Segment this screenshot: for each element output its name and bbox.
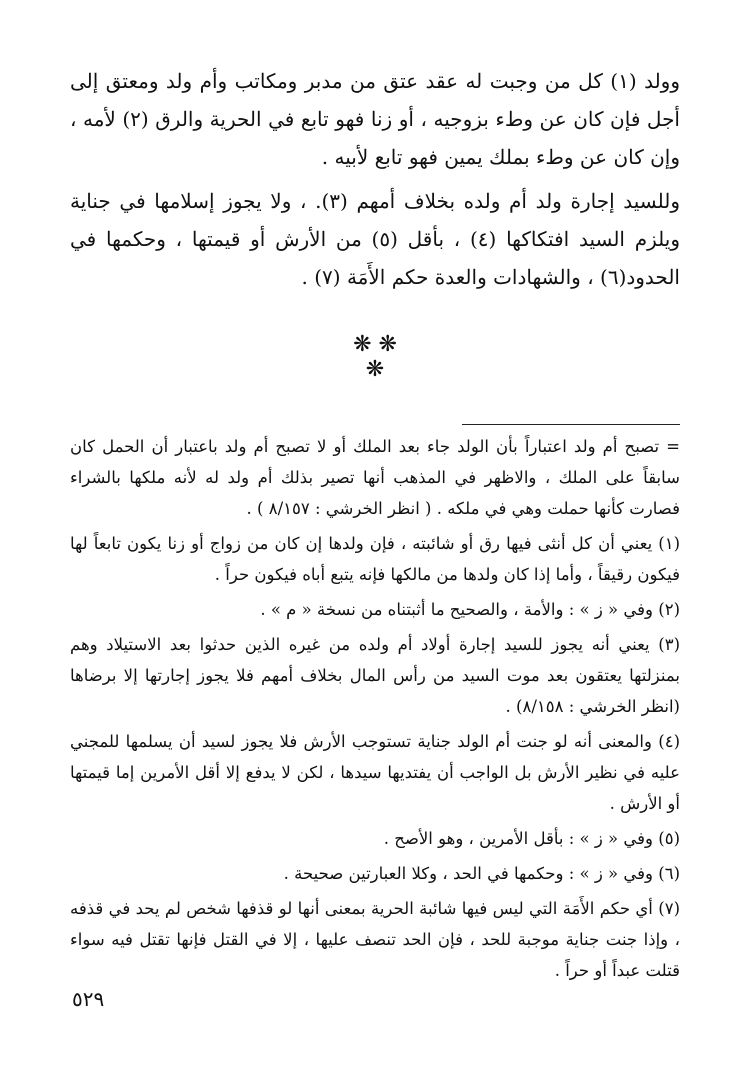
- separator-ornament: ❋ ❋ ❋: [353, 332, 397, 382]
- footnote-2: (٢) وفي « ز » : والأمة ، والصحيح ما أثبتناه من نسخة « م » .: [260, 600, 680, 619]
- footnote-6: (٦) وفي « ز » : وحكمها في الحد ، وكلا العبارتين صحيحة .: [283, 864, 680, 883]
- footnote-5: (٥) وفي « ز » : بأقل الأمرين ، وهو الأصح .: [383, 829, 680, 848]
- footnote-continuation: = تصبح أم ولد اعتباراً بأن الولد جاء بعد الملك أو لا تصبح أم ولد باعتبار أن الحمل كان سابقاً على الملك ، والاظهر في المذهب أنها تصير بذلك أم ولد له لأنه ملكها بالشراء فصارت كأنها حملت وهي في ملكه . ( انظر الخرشي : ٨/١٥٧ ) .: [70, 437, 680, 518]
- footnote-7: (٧) أي حكم الأَمَة التي ليس فيها شائبة الحرية بمعنى أنها لو قذفها شخص لم يحد في قذفه ، وإذا جنت جناية موجبة للحد ، فإن الحد تنصف عليها ، إلا في القتل فإنها تقتل فيه سواء قتلت عبداً أو حراً .: [70, 899, 680, 980]
- main-paragraph-1: وولد (١) كل من وجبت له عقد عتق من مدبر ومكاتب وأم ولد ومعتق إلى أجل فإن كان عن وطء بزوجيه ، أو زنا فهو تابع في الحرية والرق (٢) لأمه ، وإن كان عن وطء بملك يمين فهو تابع لأبيه .: [70, 69, 680, 169]
- footnotes: [70, 431, 680, 986]
- page-body: [70, 62, 680, 990]
- footnote-1: (١) يعني أن كل أنثى فيها رق أو شائبته ، فإن ولدها إن كان من زواج أو زنا يكون تابعاً لها فيكون رقيقاً ، وأما إذا كان ولدها من مالكها فإنه يتبع أباه فيكون حراً .: [70, 534, 680, 584]
- footnote-3: (٣) يعني أنه يجوز للسيد إجارة أولاد أم ولده من غيره الذين حدثوا بعد الاستيلاد وهم بمنزلتها يعتقون بعد موت السيد من رأس المال بخلاف أمهم فلا يجوز إجارتها إلا برضاها (انظر الخرشي : ٨/١٥٨) .: [70, 635, 680, 716]
- main-paragraph-2: وللسيد إجارة ولد أم ولده بخلاف أمهم (٣). ، ولا يجوز إسلامها في جناية ويلزم السيد افتكاكها (٤) ، بأقل (٥) من الأرش أو قيمتها ، وحكمها في الحدود(٦) ، والشهادات والعدة حكم الأَمَة (٧) .: [70, 189, 681, 289]
- section-separator: [70, 332, 680, 382]
- footnote-4: (٤) والمعنى أنه لو جنت أم الولد جناية تستوجب الأرش فلا يجوز لسيد أن يسلمها للمجني عليه في نظير الأرش بل الواجب أن يفتديها سيدها ، لكن لا يدفع إلا أقل الأمرين إما قيمتها أو الأرش .: [70, 732, 680, 813]
- footnote-rule: [462, 424, 680, 425]
- page-number: ٥٢٩: [72, 987, 105, 1011]
- main-text: [70, 62, 680, 296]
